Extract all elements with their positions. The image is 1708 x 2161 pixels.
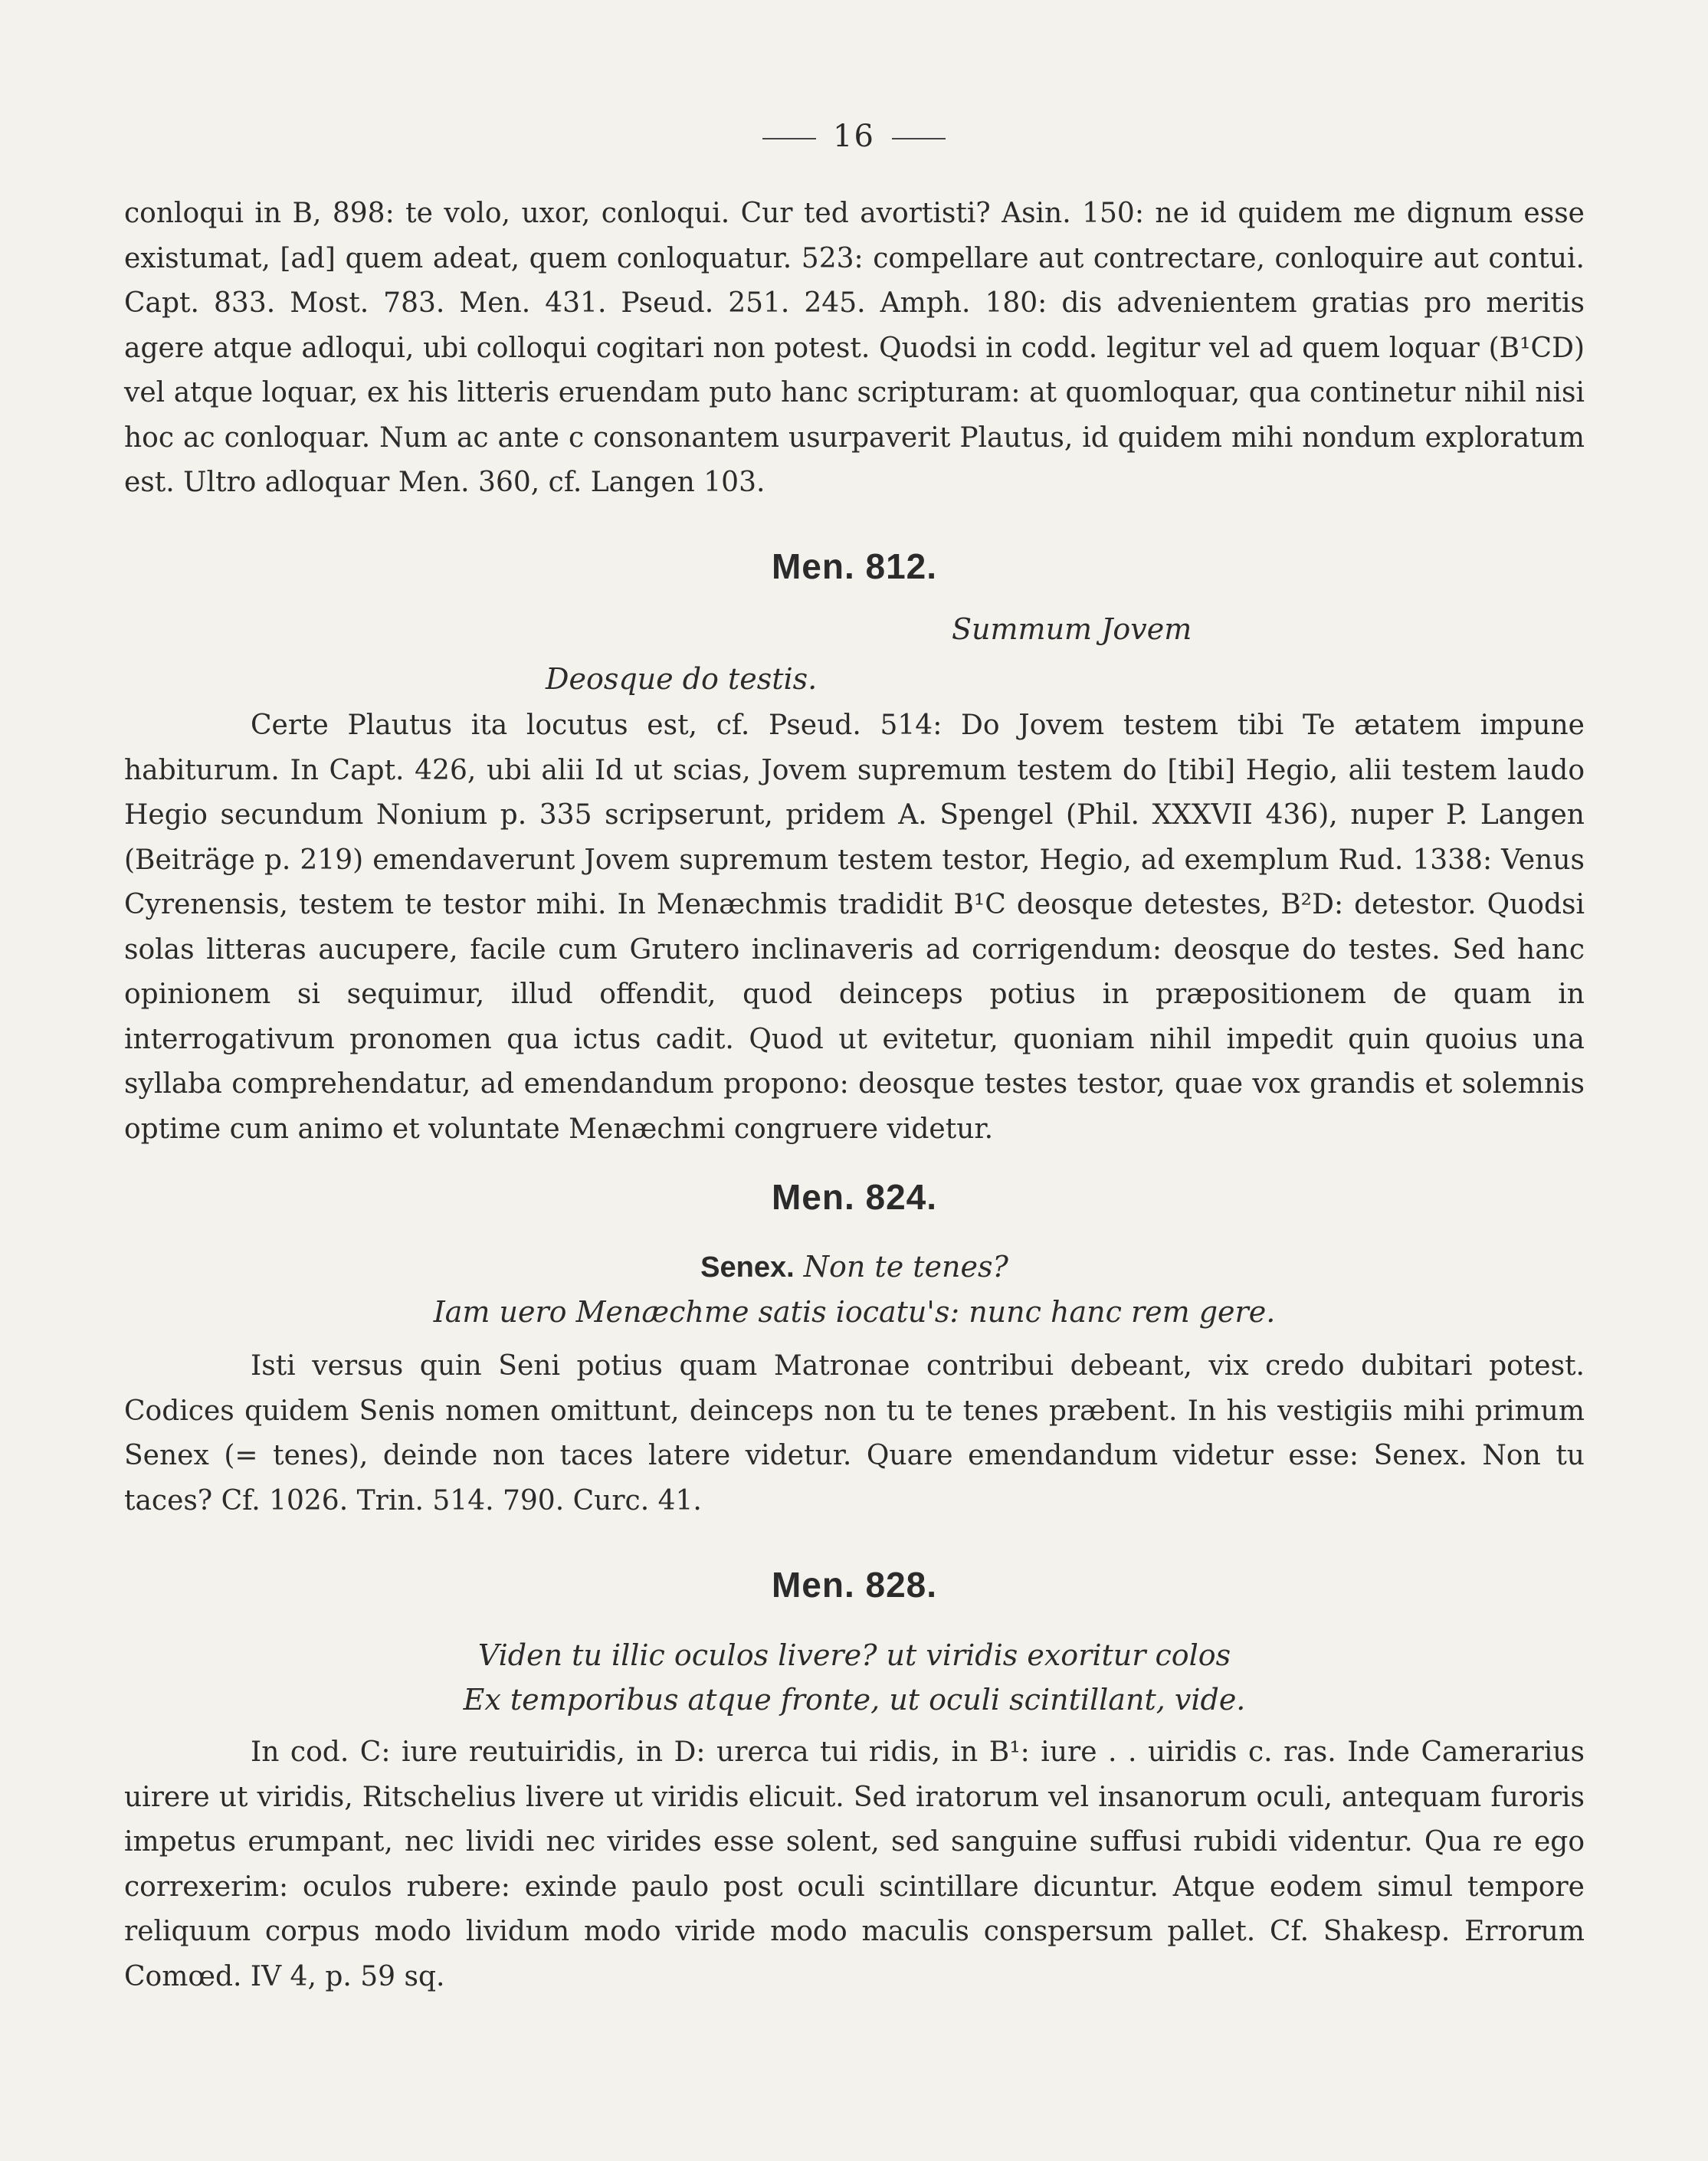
running-head <box>0 119 1708 154</box>
ornament-right <box>892 138 946 139</box>
section-men-828 <box>124 1564 1585 1605</box>
section-men-824-body <box>124 1344 1585 1523</box>
speaker-name: Senex. <box>700 1251 795 1284</box>
verse-text: Non te tenes? <box>803 1250 1008 1284</box>
section-men-812-quote <box>124 608 1585 700</box>
section-body: Certe Plautus ita locutus est, cf. Pseud. 514: Do Jovem testem tibi Te ætatem impune habiturum. In Capt. 426, ubi alii Id ut scias, Jovem supremum testem do [tibi] Hegio, alii testem laudo Hegio secundum Nonium p. 335 scripserunt, pridem A. Spengel (Phil. XXXVII 436), nuper P. Langen (Beiträge p. 219) emendaverunt Jovem supremum testem testor, Hegio, ad exemplum Rud. 1338: Venus Cyrenensis, testem te testor mihi. In Menæchmis tradidit B¹C deosque detestes, B²D: detestor. Quodsi solas litteras aucupere, facile cum Grutero inclinaveris ad corrigendum: deosque do testes. Sed hanc opinionem si sequimur, illud offendit, quod deinceps potius in præpositionem de quam in interrogativum pronomen qua ictus cadit. Quod ut evitetur, quoniam nihil impedit quin quoius una syllaba comprehendatur, ad emendandum propono: deosque testes testor, quae vox grandis et solemnis optime cum animo et voluntate Menæchmi congruere videtur. <box>124 710 1585 1145</box>
verse-line-2: Deosque do testis. <box>546 662 818 696</box>
page-number: 16 <box>833 119 875 154</box>
section-men-828-quote <box>124 1634 1585 1721</box>
section-heading: Men. 828. <box>771 1565 938 1605</box>
ornament-left <box>762 138 816 139</box>
section-men-812 <box>124 546 1585 587</box>
section-heading: Men. 824. <box>771 1177 938 1217</box>
section-heading: Men. 812. <box>771 546 938 586</box>
paragraph-intro-text: conloqui in B, 898: te volo, uxor, conloqui. Cur ted avortisti? Asin. 150: ne id quidem me dignum esse existumat, [ad] quem adeat, quem conloquatur. 523: compellare aut contrectare, conloquire aut contui. Capt. 833. Most. 783. Men. 431. Pseud. 251. 245. Amph. 180: dis advenientem gratias pro meritis agere atque adloqui, ubi colloqui cogitari non potest. Quodsi in codd. legitur vel ad quem loquar (B¹CD) vel atque loquar, ex his litteris eruendam puto hanc scripturam: at quomloquar, qua continetur nihil nisi hoc ac conloquar. Num ac ante c consonantem usurpaverit Plautus, id quidem mihi nondum exploratum est. Ultro adloquar Men. 360, cf. Langen 103. <box>124 198 1585 498</box>
verse-line-1 <box>124 1245 1585 1289</box>
section-men-824 <box>124 1176 1585 1218</box>
verse-line-1: Summum Jovem <box>952 612 1192 646</box>
section-men-828-body <box>124 1730 1585 1999</box>
section-body: Isti versus quin Seni potius quam Matronae contribui debeant, vix credo dubitari potest. Codices quidem Senis nomen omittunt, deinceps non tu te tenes præbent. In his vestigiis mihi primum Senex (= tenes), deinde non taces latere videtur. Quare emendandum videtur esse: Senex. Non tu taces? Cf. 1026. Trin. 514. 790. Curc. 41. <box>124 1350 1585 1517</box>
section-men-824-quote <box>124 1245 1585 1333</box>
verse-line-2: Ex temporibus atque fronte, ut oculi scintillant, vide. <box>463 1683 1246 1717</box>
section-men-812-body <box>124 703 1585 1152</box>
verse-line-1: Viden tu illic oculos livere? ut viridis exoritur colos <box>477 1638 1231 1672</box>
paragraph-intro <box>124 192 1585 506</box>
section-body: In cod. C: iure reutuiridis, in D: urerca tui ridis, in B¹: iure . . uiridis c. ras. Inde Camerarius uirere ut viridis, Ritschelius livere ut viridis elicuit. Sed iratorum vel insanorum oculi, antequam furoris impetus erumpant, nec lividi nec virides esse solent, sed sanguine suffusi rubidi videntur. Qua re ego correxerim: oculos rubere: exinde paulo post oculi scintillare dicuntur. Atque eodem simul tempore reliquum corpus modo lividum modo viride modo maculis conspersum pallet. Cf. Shakesp. Errorum Comœd. IV 4, p. 59 sq. <box>124 1736 1585 1992</box>
verse-line-2: Iam uero Menæchme satis iocatu's: nunc hanc rem gere. <box>433 1295 1276 1329</box>
